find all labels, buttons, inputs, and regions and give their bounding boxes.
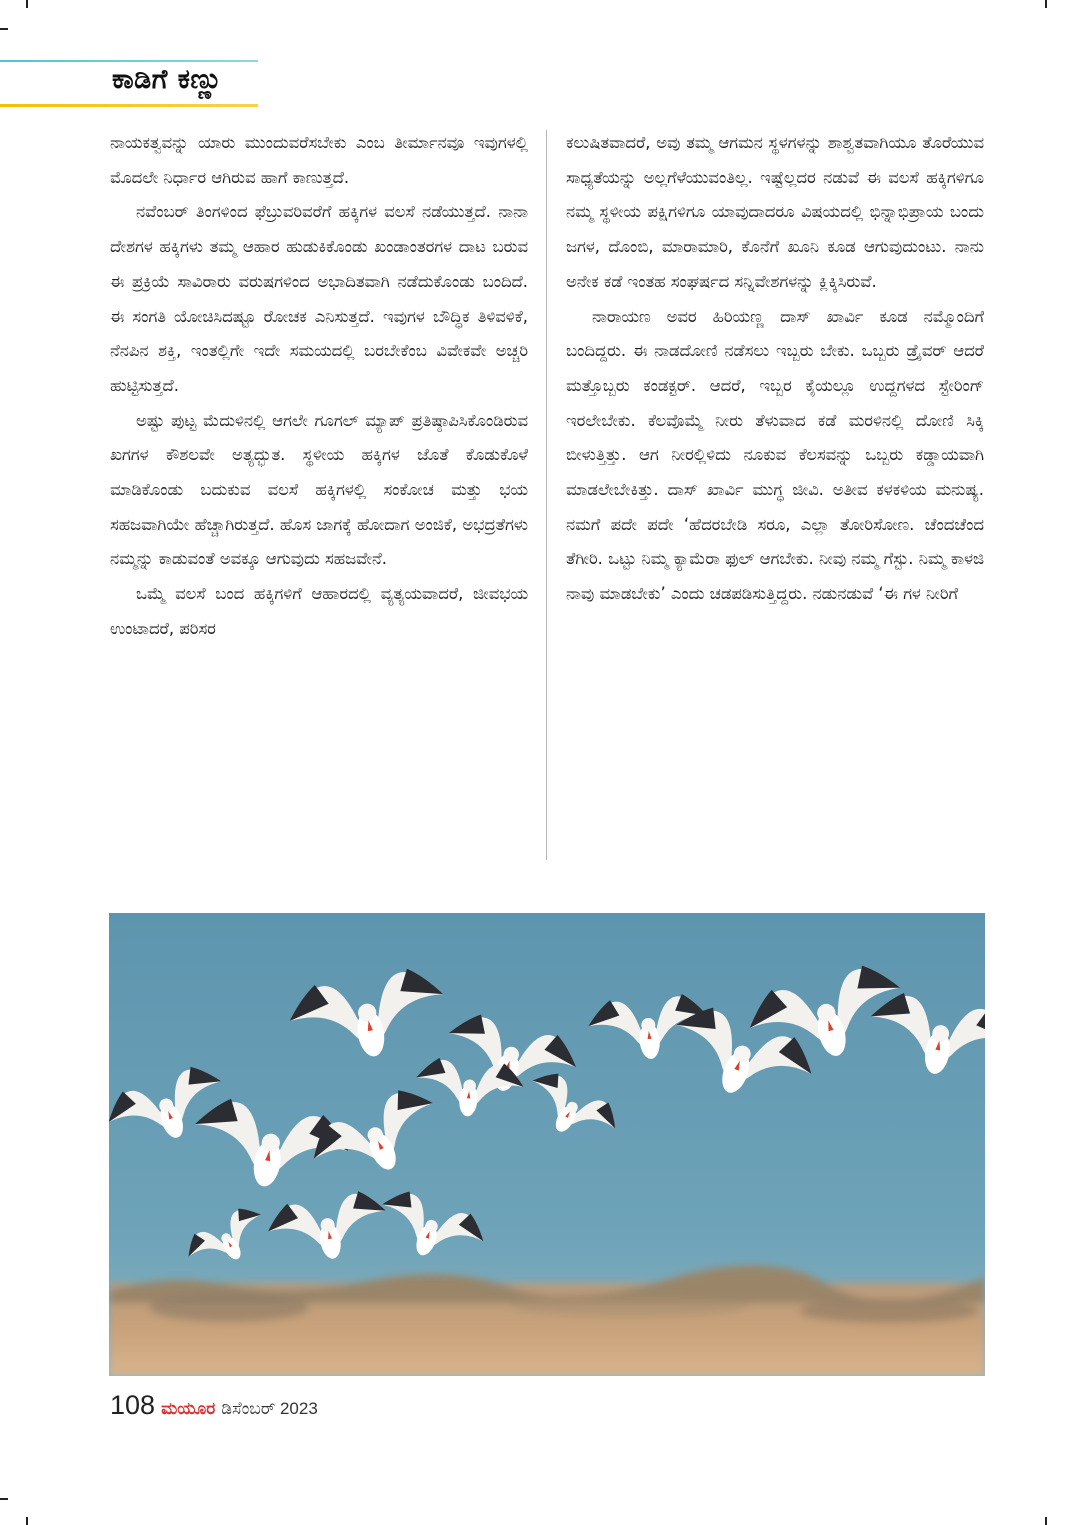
paragraph: ಕಲುಷಿತವಾದರೆ, ಅವು ತಮ್ಮ ಆಗಮನ ಸ್ಥಳಗಳನ್ನು ಶಾಶ್ವತವಾಗಿಯೂ ತೊರೆಯುವ ಸಾಧ್ಯತೆಯನ್ನು ಅಲ್ಲಗೆಳೆಯುವಂತಿಲ್ಲ. ಇಷ್ಟೆಲ್ಲದರ ನಡುವೆ ಈ ವಲಸೆ ಹಕ್ಕಿಗಳಿಗೂ ನಮ್ಮ ಸ್ಥಳೀಯ ಪಕ್ಷಿಗಳಿಗೂ ಯಾವುದಾದರೂ ವಿಷಯದಲ್ಲಿ ಭಿನ್ನಾಭಿಪ್ರಾಯ ಬಂದು ಜಗಳ, ದೊಂಬಿ, ಮಾರಾಮಾರಿ, ಕೊನೆಗೆ ಖೂನಿ ಕೂಡ ಆಗುವುದುಂಟು. ನಾನು ಅನೇಕ ಕಡೆ ಇಂತಹ ಸಂಘರ್ಷದ ಸನ್ನಿವೇಶಗಳನ್ನು ಕ್ಲಿಕ್ಕಿಸಿರುವೆ. [566, 133, 984, 291]
page-number: 108 [110, 1390, 156, 1420]
paragraph: ನಾರಾಯಣ ಅವರ ಹಿರಿಯಣ್ಣ ದಾಸ್ ಖಾರ್ವಿ ಕೂಡ ನಮ್ಮೊಂದಿಗೆ ಬಂದಿದ್ದರು. ಈ ನಾಡದೋಣಿ ನಡೆಸಲು ಇಬ್ಬರು ಬೇಕು. ಒಬ್ಬರು ಡ್ರೈವರ್ ಆದರೆ ಮತ್ತೊಬ್ಬರು ಕಂಡಕ್ಟರ್. ಆದರೆ, ಇಬ್ಬರ ಕೈಯಲ್ಲೂ ಉದ್ದಗಳದ ಸ್ಟೇರಿಂಗ್ ಇರಲೇಬೇಕು. ಕೆಲವೊಮ್ಮೆ ನೀರು ತೆಳುವಾದ ಕಡೆ ಮರಳಿನಲ್ಲಿ ದೋಣಿ ಸಿಕ್ಕಿ ಬೀಳುತ್ತಿತ್ತು. ಆಗ ನೀರಲ್ಲಿಳಿದು ನೂಕುವ ಕೆಲಸವನ್ನು ಒಬ್ಬರು ಕಡ್ಡಾಯವಾಗಿ ಮಾಡಲೇಬೇಕಿತ್ತು. ದಾಸ್ ಖಾರ್ವಿ ಮುಗ್ಧ ಜೀವಿ. ಅತೀವ ಕಳಕಳಿಯ ಮನುಷ್ಯ. ನಮಗೆ ಪದೇ ಪದೇ ‘ಹೆದರಬೇಡಿ ಸರೂ, ಎಲ್ಲಾ ತೋರಿಸೋಣ. ಚೆಂದಚೆಂದ ತೆಗೀರಿ. ಒಟ್ಟು ನಿಮ್ಮ ಕ್ಯಾಮೆರಾ ಫುಲ್ ಆಗಬೇಕು. ನೀವು ನಮ್ಮ ಗೆಸ್ಟು. ನಿಮ್ಮ ಕಾಳಜಿ ನಾವು ಮಾಡಬೇಕು’ ಎಂದು ಚಡಪಡಿಸುತ್ತಿದ್ದರು. ನಡುನಡುವೆ ‘ಈ ಗಳ ನೀರಿಗೆ [566, 306, 984, 604]
issue-date: ಡಿಸೆಂಬರ್ 2023 [221, 1399, 318, 1418]
paragraph: ನಾಯಕತ್ವವನ್ನು ಯಾರು ಮುಂದುವರೆಸಬೇಕು ಎಂಬ ತೀರ್ಮಾನವೂ ಇವುಗಳಲ್ಲಿ ಮೊದಲೇ ನಿರ್ಧಾರ ಆಗಿರುವ ಹಾಗೆ ಕಾಣುತ್ತದೆ. [110, 133, 528, 187]
flying-gulls-photo [109, 913, 985, 1376]
crop-mark [26, 1517, 28, 1525]
paragraph: ನವೆಂಬರ್ ತಿಂಗಳಿಂದ ಫೆಬ್ರುವರಿವರೆಗೆ ಹಕ್ಕಿಗಳ ವಲಸೆ ನಡೆಯುತ್ತದೆ. ನಾನಾ ದೇಶಗಳ ಹಕ್ಕಿಗಳು ತಮ್ಮ ಆಹಾರ ಹುಡುಕಿಕೊಂಡು ಖಂಡಾಂತರಗಳ ದಾಟ ಬರುವ ಈ ಪ್ರಕ್ರಿಯೆ ಸಾವಿರಾರು ವರುಷಗಳಿಂದ ಅಭಾದಿತವಾಗಿ ನಡೆದುಕೊಂಡು ಬಂದಿದೆ. ಈ ಸಂಗತಿ ಯೋಚಿಸಿದಷ್ಟೂ ರೋಚಕ ಎನಿಸುತ್ತದೆ. ಇವುಗಳ ಬೌದ್ಧಿಕ ತಿಳಿವಳಿಕೆ, ನೆನಪಿನ ಶಕ್ತಿ, ಇಂತಲ್ಲಿಗೇ ಇದೇ ಸಮಯದಲ್ಲಿ ಬರಬೇಕೆಂಬ ವಿವೇಕವೇ ಅಚ್ಚರಿ ಹುಟ್ಟಿಸುತ್ತದೆ. [110, 202, 528, 395]
page-footer [110, 1390, 318, 1430]
column-divider [546, 130, 547, 860]
article-column-right [566, 126, 984, 866]
crop-mark [0, 1498, 8, 1500]
magazine-name: ಮಯೂರ [161, 1399, 216, 1419]
paragraph: ಒಮ್ಮೆ ವಲಸೆ ಬಂದ ಹಕ್ಕಿಗಳಿಗೆ ಆಹಾರದಲ್ಲಿ ವ್ಯತ್ಯಯವಾದರೆ, ಜೀವಭಯ ಉಂಟಾದರೆ, ಪರಿಸರ [110, 584, 528, 638]
crop-mark [26, 0, 28, 8]
section-title: ಕಾಡಿಗೆ ಕಣ್ಣು [112, 64, 223, 95]
header-rule-yellow [0, 104, 258, 107]
crop-mark [0, 28, 8, 30]
crop-mark [1045, 0, 1047, 8]
paragraph: ಅಷ್ಟು ಪುಟ್ಟ ಮೆದುಳಿನಲ್ಲಿ ಆಗಲೇ ಗೂಗಲ್ ಮ್ಯಾಪ್ ಪ್ರತಿಷ್ಠಾಪಿಸಿಕೊಂಡಿರುವ ಖಗಗಳ ಕೌಶಲವೇ ಅತ್ಯದ್ಭುತ. ಸ್ಥಳೀಯ ಹಕ್ಕಿಗಳ ಜೊತೆ ಕೊಡುಕೊಳೆ ಮಾಡಿಕೊಂಡು ಬದುಕುವ ವಲಸೆ ಹಕ್ಕಿಗಳಲ್ಲಿ ಸಂಕೋಚ ಮತ್ತು ಭಯ ಸಹಜವಾಗಿಯೇ ಹೆಚ್ಚಾಗಿರುತ್ತದೆ. ಹೊಸ ಜಾಗಕ್ಕೆ ಹೋದಾಗ ಅಂಜಿಕೆ, ಅಭದ್ರತೆಗಳು ನಮ್ಮನ್ನು ಕಾಡುವಂತೆ ಅವಕ್ಕೂ ಆಗುವುದು ಸಹಜವೇನೆ. [110, 410, 528, 569]
article-column-left [110, 126, 528, 866]
header-rule-cyan [0, 60, 258, 62]
crop-mark [1045, 1517, 1047, 1525]
